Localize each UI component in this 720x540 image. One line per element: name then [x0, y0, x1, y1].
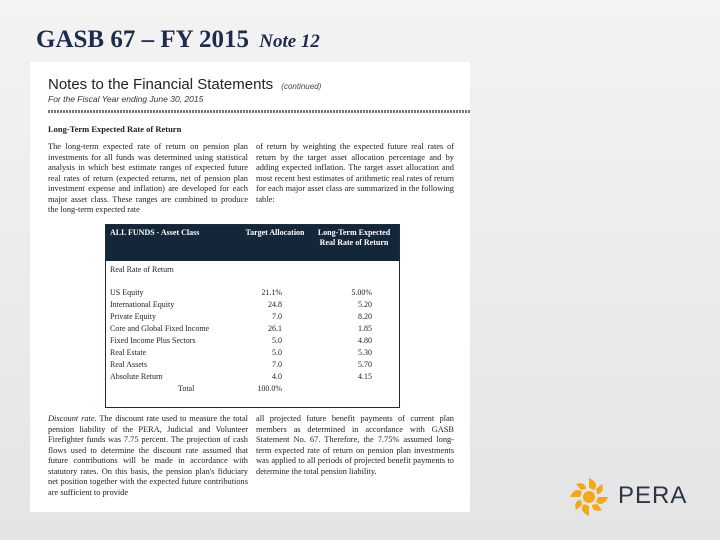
table-row: [106, 347, 399, 359]
return-value: 5.20: [358, 300, 372, 309]
slide-note-label: Note 12: [259, 31, 320, 52]
slide-title: [36, 26, 320, 54]
allocation-value: 5.0: [272, 348, 282, 357]
table-row: [106, 311, 399, 323]
asset-name: Absolute Return: [110, 372, 163, 381]
document-heading-text: Notes to the Financial Statements: [48, 76, 274, 93]
allocation-value: 21.1%: [261, 288, 282, 297]
sun-swirl-icon: [566, 474, 612, 520]
discount-text-left: The discount rate used to measure the total pension liability of the PERA, Judicial and Volunteer Firefighter funds was 7.75 percent. The projection of cash flows used to determine the discount rate assumed that future contributions will be made in accordance with statutory rates. On this basis, the pension plan's fiduciary net position together with the expected future contributions are sufficient to provide: [48, 414, 248, 497]
return-value: 4.15: [358, 372, 372, 381]
header-expected-return: Long-Term Expected Real Rate of Return: [317, 228, 391, 247]
paragraph-right: of return by weighting the expected future real rates of return by the target asset allocation percentage and by adding expected inflation. The target asset allocation and most recent best estimates of arithmetic real rates of return for each major asset class are summarized in the following table:: [256, 142, 454, 204]
paragraph-left: The long-term expected rate of return on pension plan investments for all funds was determined using statistical analysis in which best estimate ranges of expected future real rates of return (expected returns, net of pension plan investment expense and inflation) are developed for each major asset class. These ranges are combined to produce the long-term expected rate: [48, 142, 248, 214]
allocation-value: 4.0: [272, 372, 282, 381]
asset-name: International Equity: [110, 300, 175, 309]
return-value: 4.80: [358, 336, 372, 345]
return-value: 5.70: [358, 360, 372, 369]
asset-name: Private Equity: [110, 312, 156, 321]
asset-name: Core and Global Fixed Income: [110, 324, 210, 333]
asset-name: US Equity: [110, 288, 144, 297]
header-divider: [48, 110, 470, 113]
header-target-allocation: Target Allocation: [245, 228, 305, 237]
table-row: [106, 323, 399, 335]
allocation-value: 7.0: [272, 312, 282, 321]
header-asset-class: ALL FUNDS - Asset Class: [110, 228, 200, 237]
return-value: 5.00%: [351, 288, 372, 297]
table-header: [106, 225, 399, 261]
document-subheading: For the Fiscal Year ending June 30, 2015: [48, 94, 204, 104]
allocation-value: 5.0: [272, 336, 282, 345]
total-label: Total: [178, 384, 195, 393]
allocation-value: 7.0: [272, 360, 282, 369]
discount-label: Discount rate.: [48, 414, 97, 423]
allocation-value: 26.1: [268, 324, 282, 333]
table-row: [106, 371, 399, 383]
asset-name: Real Estate: [110, 348, 147, 357]
continued-label: (continued): [281, 82, 322, 91]
logo-text: PERA: [618, 482, 688, 509]
document-page: [30, 62, 470, 512]
table-row: [106, 359, 399, 371]
table-subheader: Real Rate of Return: [110, 265, 174, 274]
table-row: [106, 335, 399, 347]
discount-paragraph-left: [48, 414, 248, 498]
asset-name: Fixed Income Plus Sectors: [110, 336, 196, 345]
section-title: Long-Term Expected Rate of Return: [48, 124, 182, 134]
asset-name: Real Assets: [110, 360, 148, 369]
document-heading: [48, 76, 321, 93]
table-total-row: [106, 383, 399, 395]
return-value: 8.20: [358, 312, 372, 321]
total-value: 100.0%: [257, 384, 282, 393]
pera-logo: [566, 474, 696, 522]
table-row: [106, 287, 399, 299]
slide-title-text: GASB 67 – FY 2015: [36, 26, 249, 53]
return-value: 1.85: [358, 324, 372, 333]
allocation-value: 24.8: [268, 300, 282, 309]
table-row: [106, 299, 399, 311]
document-header: [48, 76, 321, 104]
asset-allocation-table: [105, 224, 400, 408]
discount-paragraph-right: all projected future benefit payments of current plan members as determined in accordance with GASB Statement No. 67. Therefore, the 7.75% assumed long-term expected rate of return on pension plan investments was applied to all periods of projected benefit payments to determine the total pension liability.: [256, 414, 454, 476]
return-value: 5.30: [358, 348, 372, 357]
